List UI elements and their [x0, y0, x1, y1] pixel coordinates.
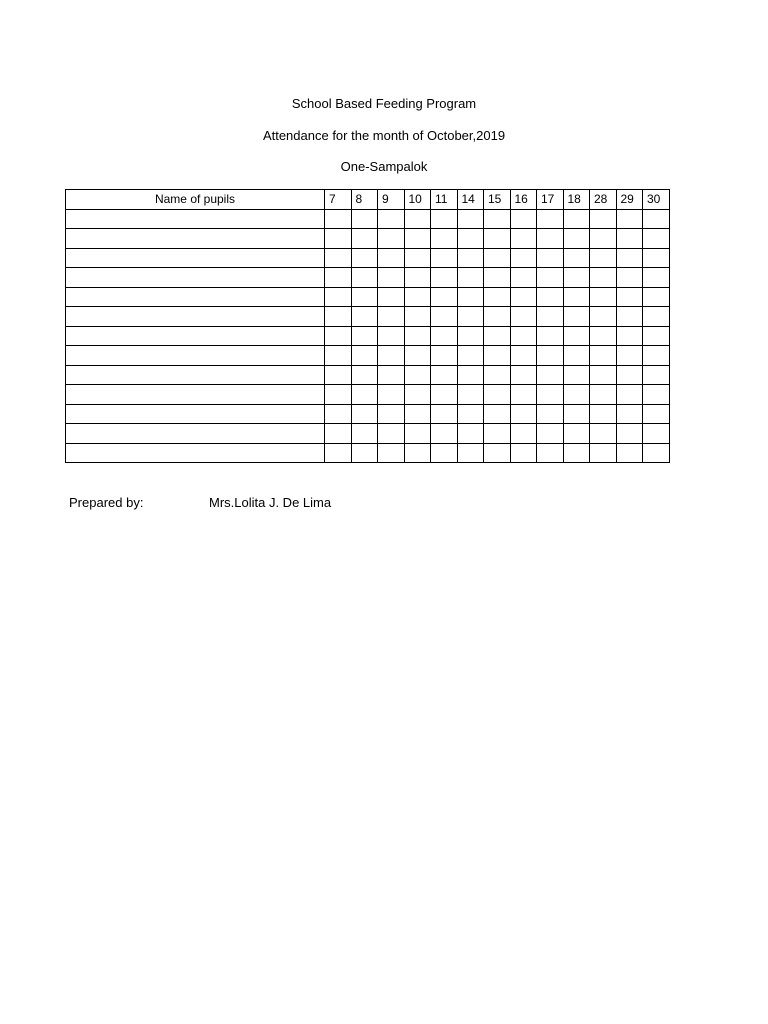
attendance-cell: [351, 365, 378, 385]
attendance-cell: [563, 365, 590, 385]
attendance-cell: [378, 365, 405, 385]
prepared-by-label: Prepared by:: [69, 495, 144, 510]
attendance-cell: [616, 287, 643, 307]
attendance-cell: [510, 248, 537, 268]
attendance-cell: [404, 307, 431, 327]
pupil-name-cell: [66, 229, 325, 249]
attendance-cell: [616, 229, 643, 249]
attendance-cell: [484, 346, 511, 366]
attendance-cell: [643, 443, 670, 463]
attendance-cell: [404, 287, 431, 307]
attendance-cell: [616, 307, 643, 327]
attendance-cell: [563, 287, 590, 307]
attendance-cell: [616, 424, 643, 444]
attendance-cell: [590, 365, 617, 385]
attendance-cell: [590, 229, 617, 249]
attendance-cell: [378, 248, 405, 268]
attendance-cell: [378, 209, 405, 229]
table-row: [66, 229, 670, 249]
attendance-cell: [537, 268, 564, 288]
attendance-cell: [510, 326, 537, 346]
attendance-cell: [404, 424, 431, 444]
attendance-cell: [325, 229, 352, 249]
attendance-cell: [404, 248, 431, 268]
attendance-cell: [537, 229, 564, 249]
attendance-cell: [590, 443, 617, 463]
attendance-cell: [484, 307, 511, 327]
table-header-row: [66, 190, 670, 210]
prepared-by-name: Mrs.Lolita J. De Lima: [209, 495, 332, 510]
attendance-cell: [643, 404, 670, 424]
attendance-cell: [643, 346, 670, 366]
attendance-cell: [484, 385, 511, 405]
attendance-cell: [351, 326, 378, 346]
attendance-cell: [510, 424, 537, 444]
attendance-cell: [510, 307, 537, 327]
table-row: [66, 404, 670, 424]
attendance-cell: [563, 443, 590, 463]
attendance-cell: [351, 209, 378, 229]
pupil-name-cell: [66, 443, 325, 463]
attendance-cell: [510, 404, 537, 424]
attendance-cell: [537, 424, 564, 444]
attendance-cell: [325, 346, 352, 366]
attendance-cell: [537, 307, 564, 327]
attendance-cell: [351, 346, 378, 366]
day-column-header: 17: [537, 190, 564, 210]
attendance-cell: [431, 326, 458, 346]
attendance-cell: [325, 443, 352, 463]
attendance-cell: [510, 346, 537, 366]
table-row: [66, 326, 670, 346]
attendance-cell: [643, 287, 670, 307]
table-row: [66, 209, 670, 229]
attendance-cell: [351, 268, 378, 288]
attendance-cell: [378, 229, 405, 249]
attendance-cell: [351, 248, 378, 268]
attendance-cell: [563, 404, 590, 424]
attendance-cell: [325, 248, 352, 268]
attendance-cell: [563, 326, 590, 346]
table-row: [66, 268, 670, 288]
attendance-cell: [325, 326, 352, 346]
attendance-cell: [563, 268, 590, 288]
pupil-name-cell: [66, 365, 325, 385]
attendance-cell: [537, 209, 564, 229]
attendance-cell: [325, 404, 352, 424]
attendance-cell: [431, 287, 458, 307]
attendance-cell: [431, 385, 458, 405]
attendance-cell: [404, 443, 431, 463]
attendance-cell: [457, 248, 484, 268]
attendance-cell: [563, 424, 590, 444]
attendance-cell: [563, 307, 590, 327]
table-body: [66, 209, 670, 463]
attendance-cell: [484, 268, 511, 288]
name-column-header: Name of pupils: [66, 190, 325, 210]
pupil-name-cell: [66, 346, 325, 366]
day-column-header: 7: [325, 190, 352, 210]
attendance-cell: [457, 443, 484, 463]
day-column-header: 14: [457, 190, 484, 210]
attendance-cell: [457, 404, 484, 424]
attendance-cell: [510, 365, 537, 385]
attendance-cell: [378, 404, 405, 424]
document-subtitle: Attendance for the month of October,2019: [262, 128, 506, 143]
day-column-header: 10: [404, 190, 431, 210]
attendance-cell: [378, 443, 405, 463]
attendance-cell: [616, 346, 643, 366]
attendance-cell: [351, 424, 378, 444]
attendance-cell: [404, 346, 431, 366]
attendance-cell: [457, 229, 484, 249]
attendance-cell: [325, 365, 352, 385]
attendance-cell: [351, 307, 378, 327]
attendance-cell: [404, 326, 431, 346]
attendance-cell: [351, 229, 378, 249]
pupil-name-cell: [66, 268, 325, 288]
pupil-name-cell: [66, 404, 325, 424]
attendance-cell: [616, 248, 643, 268]
attendance-cell: [431, 365, 458, 385]
attendance-cell: [616, 404, 643, 424]
attendance-cell: [457, 287, 484, 307]
attendance-cell: [484, 287, 511, 307]
attendance-cell: [643, 248, 670, 268]
attendance-cell: [457, 385, 484, 405]
attendance-cell: [378, 287, 405, 307]
attendance-cell: [404, 229, 431, 249]
attendance-cell: [325, 424, 352, 444]
attendance-cell: [431, 229, 458, 249]
attendance-cell: [484, 229, 511, 249]
attendance-cell: [590, 248, 617, 268]
attendance-cell: [325, 209, 352, 229]
table-row: [66, 307, 670, 327]
attendance-cell: [510, 385, 537, 405]
attendance-cell: [563, 248, 590, 268]
day-column-header: 30: [643, 190, 670, 210]
pupil-name-cell: [66, 307, 325, 327]
attendance-cell: [404, 268, 431, 288]
attendance-cell: [590, 307, 617, 327]
attendance-cell: [643, 209, 670, 229]
attendance-cell: [537, 346, 564, 366]
attendance-cell: [616, 209, 643, 229]
attendance-cell: [457, 424, 484, 444]
document-title: School Based Feeding Program: [291, 96, 477, 111]
attendance-cell: [643, 307, 670, 327]
attendance-cell: [563, 385, 590, 405]
attendance-cell: [484, 326, 511, 346]
section-name: One-Sampalok: [340, 159, 428, 174]
attendance-cell: [616, 385, 643, 405]
attendance-cell: [537, 443, 564, 463]
table-row: [66, 424, 670, 444]
attendance-cell: [457, 209, 484, 229]
attendance-cell: [378, 268, 405, 288]
pupil-name-cell: [66, 209, 325, 229]
attendance-cell: [431, 443, 458, 463]
day-column-header: 11: [431, 190, 458, 210]
attendance-cell: [457, 326, 484, 346]
table-row: [66, 443, 670, 463]
attendance-cell: [510, 443, 537, 463]
attendance-cell: [325, 268, 352, 288]
attendance-cell: [378, 424, 405, 444]
day-column-header: 15: [484, 190, 511, 210]
attendance-cell: [510, 268, 537, 288]
attendance-cell: [616, 443, 643, 463]
attendance-cell: [404, 385, 431, 405]
day-column-header: 28: [590, 190, 617, 210]
attendance-cell: [431, 424, 458, 444]
day-column-header: 29: [616, 190, 643, 210]
attendance-cell: [563, 209, 590, 229]
attendance-cell: [537, 248, 564, 268]
table-row: [66, 365, 670, 385]
attendance-cell: [510, 287, 537, 307]
attendance-cell: [563, 229, 590, 249]
attendance-cell: [431, 209, 458, 229]
attendance-cell: [484, 209, 511, 229]
attendance-cell: [537, 365, 564, 385]
attendance-cell: [325, 307, 352, 327]
attendance-cell: [457, 307, 484, 327]
day-column-header: 16: [510, 190, 537, 210]
attendance-cell: [643, 229, 670, 249]
attendance-cell: [537, 385, 564, 405]
attendance-cell: [643, 365, 670, 385]
attendance-cell: [484, 248, 511, 268]
day-column-header: 18: [563, 190, 590, 210]
attendance-cell: [378, 385, 405, 405]
day-column-header: 9: [378, 190, 405, 210]
attendance-cell: [351, 385, 378, 405]
table-row: [66, 346, 670, 366]
attendance-cell: [431, 346, 458, 366]
attendance-cell: [590, 287, 617, 307]
pupil-name-cell: [66, 248, 325, 268]
attendance-cell: [590, 268, 617, 288]
attendance-cell: [643, 268, 670, 288]
attendance-cell: [457, 346, 484, 366]
attendance-cell: [378, 326, 405, 346]
pupil-name-cell: [66, 326, 325, 346]
attendance-cell: [431, 248, 458, 268]
attendance-cell: [643, 385, 670, 405]
attendance-cell: [643, 424, 670, 444]
attendance-cell: [325, 385, 352, 405]
table-row: [66, 287, 670, 307]
attendance-cell: [378, 346, 405, 366]
attendance-cell: [643, 326, 670, 346]
attendance-cell: [431, 268, 458, 288]
attendance-cell: [484, 424, 511, 444]
attendance-cell: [590, 404, 617, 424]
attendance-cell: [484, 365, 511, 385]
attendance-cell: [590, 424, 617, 444]
attendance-cell: [616, 326, 643, 346]
attendance-cell: [590, 326, 617, 346]
attendance-cell: [510, 229, 537, 249]
attendance-cell: [563, 346, 590, 366]
attendance-cell: [616, 268, 643, 288]
attendance-cell: [537, 287, 564, 307]
attendance-cell: [404, 404, 431, 424]
attendance-cell: [616, 365, 643, 385]
attendance-cell: [457, 365, 484, 385]
attendance-cell: [431, 404, 458, 424]
attendance-cell: [590, 346, 617, 366]
attendance-cell: [325, 287, 352, 307]
attendance-cell: [537, 326, 564, 346]
day-column-header: 8: [351, 190, 378, 210]
attendance-cell: [404, 209, 431, 229]
attendance-cell: [351, 404, 378, 424]
pupil-name-cell: [66, 287, 325, 307]
attendance-cell: [537, 404, 564, 424]
attendance-cell: [484, 443, 511, 463]
attendance-cell: [431, 307, 458, 327]
pupil-name-cell: [66, 424, 325, 444]
attendance-cell: [351, 443, 378, 463]
table-row: [66, 385, 670, 405]
attendance-cell: [590, 209, 617, 229]
pupil-name-cell: [66, 385, 325, 405]
attendance-cell: [351, 287, 378, 307]
attendance-cell: [404, 365, 431, 385]
attendance-cell: [378, 307, 405, 327]
attendance-cell: [590, 385, 617, 405]
table-row: [66, 248, 670, 268]
attendance-cell: [484, 404, 511, 424]
attendance-cell: [510, 209, 537, 229]
attendance-table: [65, 189, 670, 463]
attendance-cell: [457, 268, 484, 288]
